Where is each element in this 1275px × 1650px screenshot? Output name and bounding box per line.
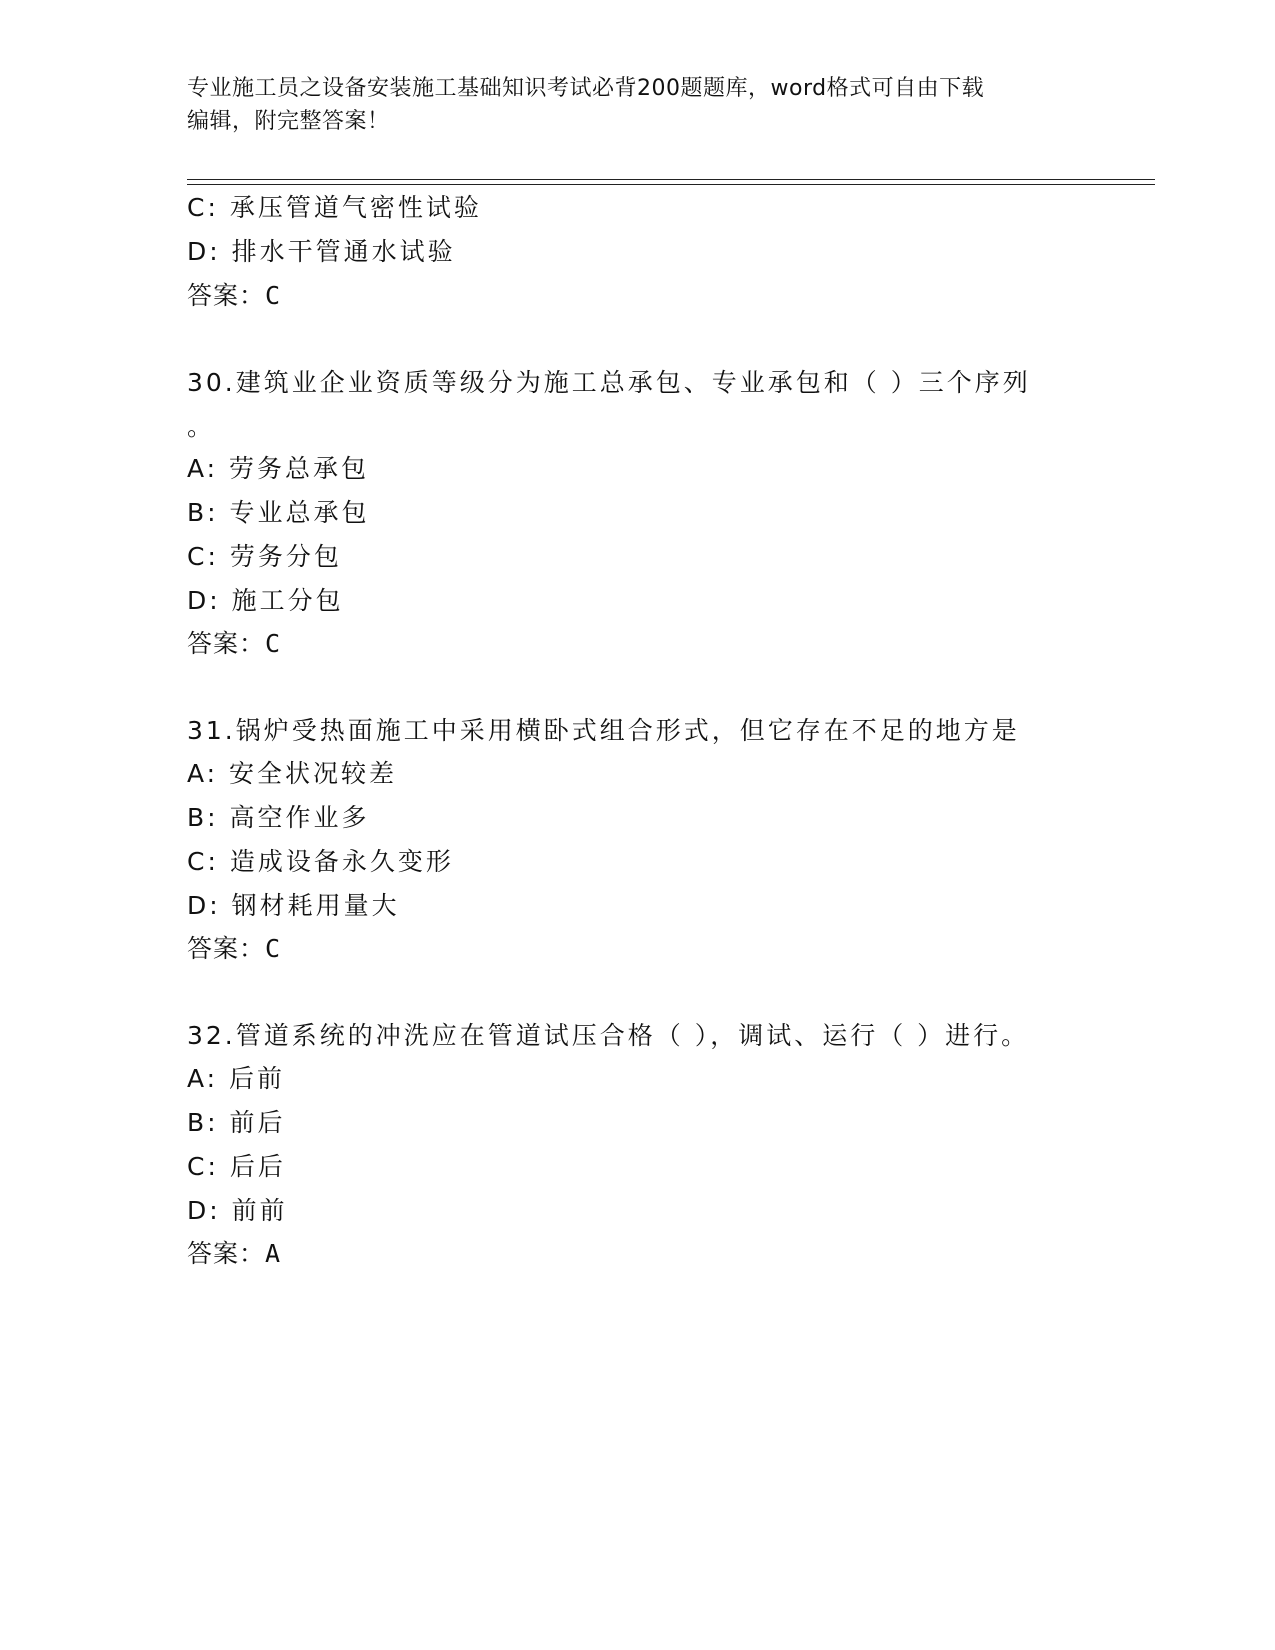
q30-option-c: C: 劳务分包: [187, 542, 342, 571]
header-line-2: 编辑，附完整答案！: [187, 109, 390, 134]
answer-value: C: [265, 281, 281, 310]
q31-answer: [187, 934, 280, 964]
header-line-1: 专业施工员之设备安装施工基础知识考试必背200题题库，word格式可自由下载: [187, 76, 985, 101]
q32-stem: 32.管道系统的冲洗应在管道试压合格（ ），调试、运行（ ）进行。: [187, 1021, 1030, 1050]
answer-value: C: [265, 934, 281, 963]
answer-label: 答案：: [187, 281, 266, 310]
q32-option-c: C: 后后: [187, 1152, 286, 1181]
q31-option-a: A: 安全状况较差: [187, 759, 398, 788]
q32-option-a: A: 后前: [187, 1064, 286, 1093]
q30-option-b: B: 专业总承包: [187, 498, 370, 527]
answer-label: 答案：: [187, 934, 266, 963]
q31-option-b: B: 高空作业多: [187, 803, 370, 832]
q29-option-c: C: 承压管道气密性试验: [187, 193, 482, 222]
document-header: [187, 72, 1087, 138]
q29-answer: [187, 281, 280, 311]
q30-answer: [187, 629, 280, 659]
q32-option-b: B: 前后: [187, 1108, 286, 1137]
q30-option-a: A: 劳务总承包: [187, 454, 370, 483]
q29-option-d: D: 排水干管通水试验: [187, 237, 456, 266]
q30-stem: 30.建筑业企业资质等级分为施工总承包、专业承包和（ ）三个序列: [187, 368, 1031, 397]
answer-label: 答案：: [187, 629, 266, 658]
q32-answer: [187, 1239, 280, 1269]
q31-option-d: D: 钢材耗用量大: [187, 891, 400, 920]
q31-stem: 31.锅炉受热面施工中采用横卧式组合形式，但它存在不足的地方是: [187, 716, 1020, 745]
answer-value: A: [265, 1239, 281, 1268]
q30-option-d: D: 施工分包: [187, 586, 344, 615]
q31-option-c: C: 造成设备永久变形: [187, 847, 454, 876]
answer-label: 答案：: [187, 1239, 266, 1268]
q30-stem-tail: 。: [187, 412, 216, 441]
header-divider-top: [187, 179, 1155, 180]
header-divider-bottom: [187, 184, 1155, 185]
q32-option-d: D: 前前: [187, 1196, 288, 1225]
answer-value: C: [265, 629, 281, 658]
